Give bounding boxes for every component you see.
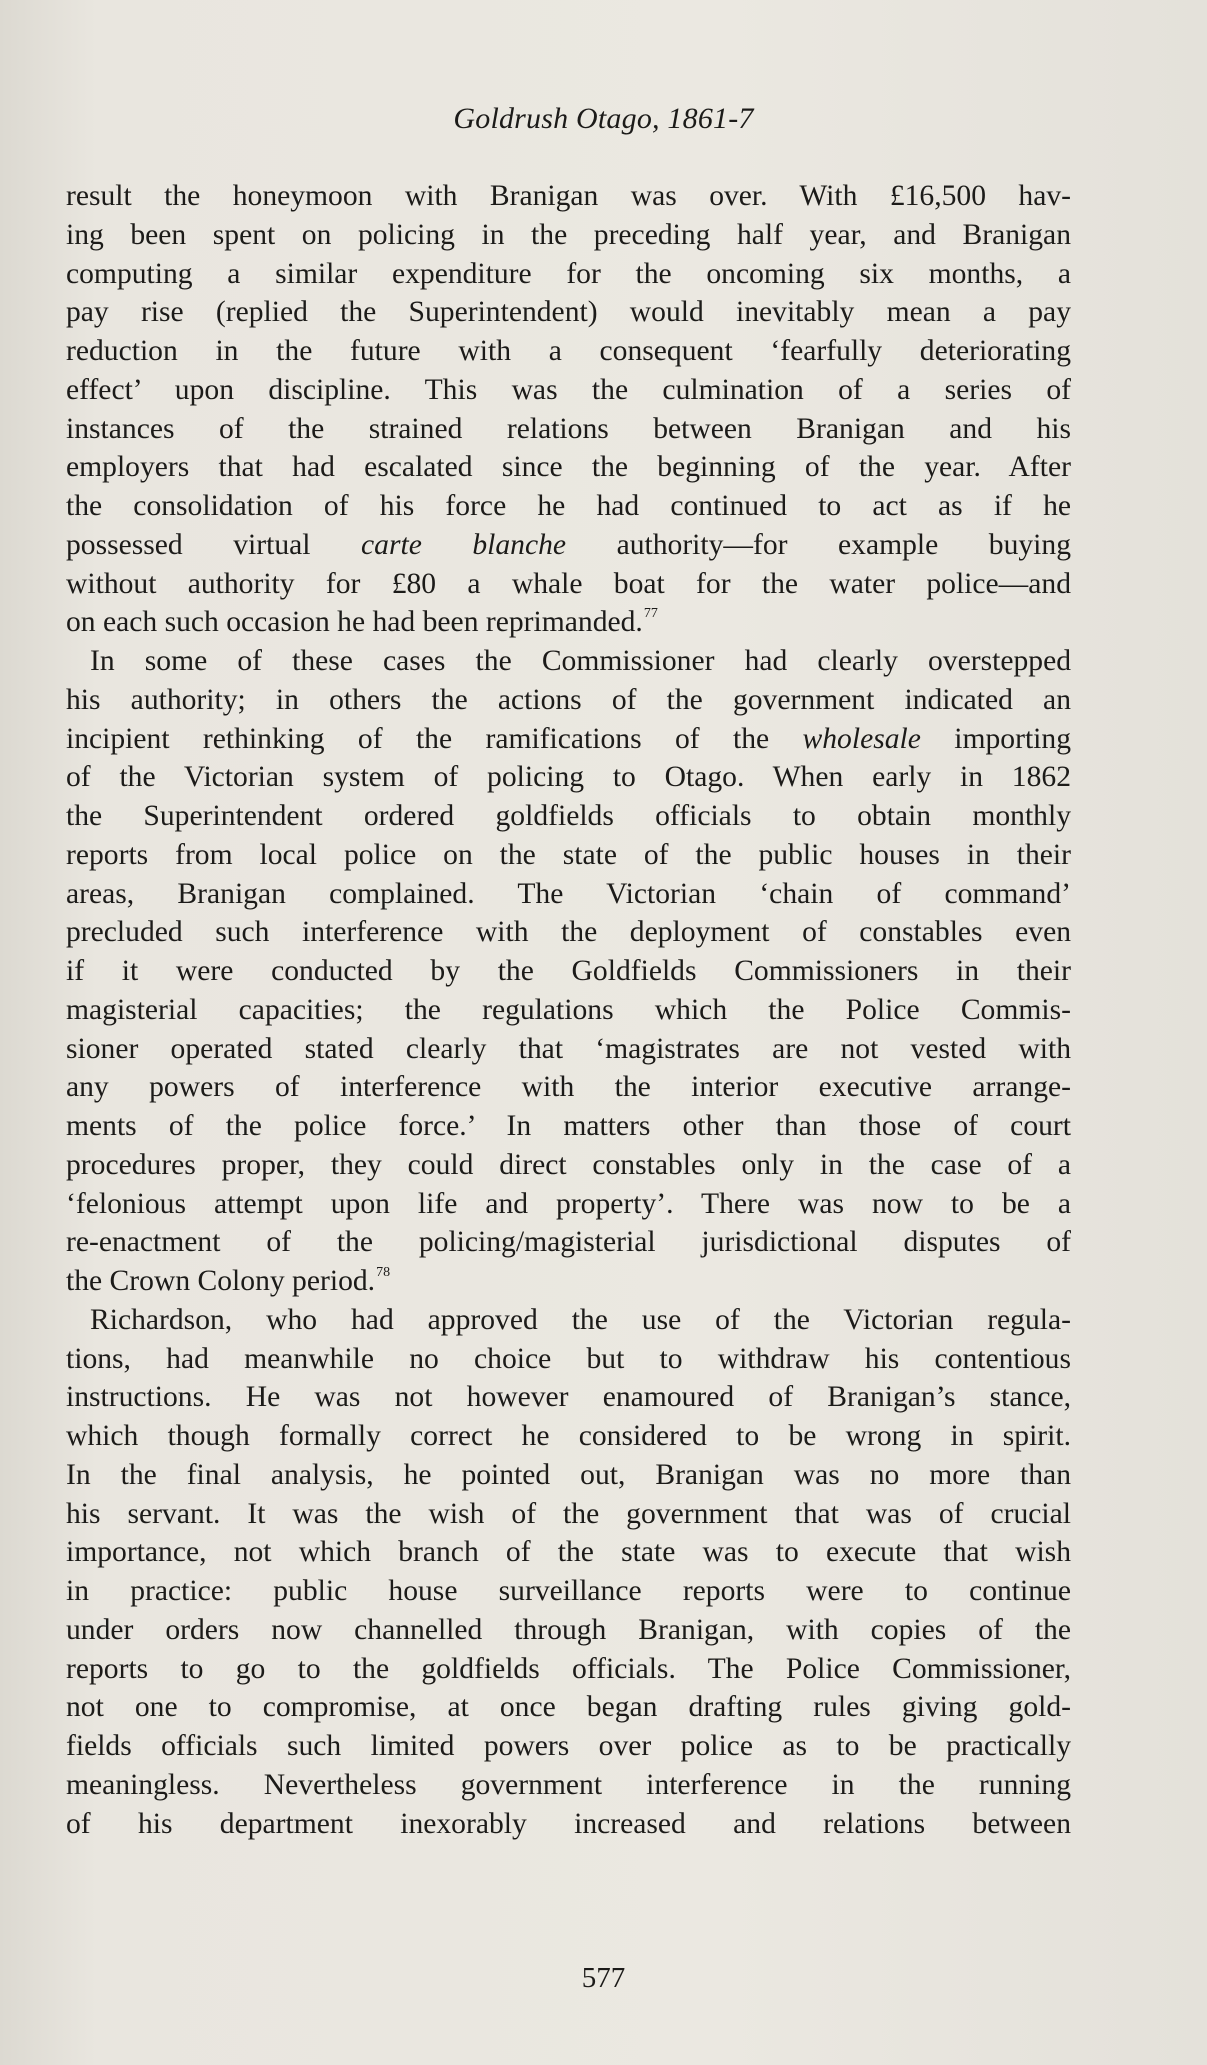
text-line — [66, 642, 1071, 681]
text-line — [66, 487, 1071, 526]
text-run: reduction in the future with a consequent ‘fearfully deteriorating — [66, 335, 1071, 367]
text-line — [66, 1378, 1071, 1417]
text-run: importing — [920, 722, 1071, 755]
page-number: 577 — [581, 1962, 626, 1994]
text-run: the Superintendent ordered goldfields officials to obtain monthly — [66, 800, 1071, 832]
text-line — [66, 332, 1071, 371]
text-run: under orders now channelled through Branigan, with copies of the — [66, 1613, 1071, 1646]
text-line — [66, 913, 1071, 952]
text-line — [66, 1185, 1071, 1224]
text-run: In the final analysis, he pointed out, Branigan was no more than — [66, 1458, 1071, 1491]
text-run: ing been spent on policing in the preceding half year, and Branigan — [66, 218, 1071, 251]
text-line — [66, 371, 1071, 410]
text-run: instructions. He was not however enamoured of Branigan’s stance, — [66, 1381, 1071, 1414]
text-run: any powers of interference with the interior executive arrange- — [66, 1071, 1071, 1104]
text-line — [66, 603, 1071, 642]
text-run: procedures proper, they could direct constables only in the case of a — [66, 1148, 1071, 1181]
text-run: not one to compromise, at once began drafting rules giving gold- — [66, 1691, 1071, 1724]
text-run: tions, had meanwhile no choice but to withdraw his contentious — [66, 1342, 1071, 1375]
text-line — [66, 1146, 1071, 1185]
text-run: authority—for example buying — [566, 528, 1072, 561]
text-line — [66, 1301, 1071, 1340]
text-line — [66, 1107, 1071, 1146]
italic-phrase: wholesale — [802, 722, 921, 755]
text-line — [66, 875, 1071, 914]
text-line — [66, 991, 1071, 1030]
text-line — [66, 255, 1071, 294]
text-run: ‘felonious attempt upon life and property’. There was now to be a — [66, 1187, 1071, 1220]
text-line — [66, 1805, 1071, 1844]
text-run: meaningless. Nevertheless government interference in the running — [66, 1768, 1071, 1801]
text-run: the consolidation of his force he had continued to act as if he — [66, 490, 1071, 522]
text-line — [66, 410, 1071, 449]
text-run: magisterial capacities; the regulations which the Police Commis- — [66, 993, 1071, 1026]
text-line — [66, 681, 1071, 720]
text-run: in practice: public house surveillance reports were to continue — [66, 1575, 1071, 1607]
text-line — [66, 1533, 1071, 1572]
text-run: re-enactment of the policing/magisterial jurisdictional disputes of — [66, 1226, 1071, 1259]
text-run: if it were conducted by the Goldfields Commissioners in their — [66, 955, 1071, 987]
text-run: sioner operated stated clearly that ‘magistrates are not vested with — [66, 1032, 1071, 1065]
text-run: without authority for £80 a whale boat for the water police—and — [66, 567, 1071, 600]
text-run: ments of the police force.’ In matters other than those of court — [66, 1110, 1071, 1142]
text-line — [66, 1495, 1071, 1534]
text-run: the Crown Colony period. — [66, 1265, 376, 1297]
text-line — [66, 1572, 1071, 1611]
running-head: Goldrush Otago, 1861-7 — [453, 102, 754, 135]
text-line — [66, 526, 1071, 565]
text-run: result the honeymoon with Branigan was over. With £16,500 hav- — [66, 180, 1071, 212]
text-line — [66, 216, 1071, 255]
text-run: his servant. It was the wish of the government that was of crucial — [66, 1497, 1071, 1530]
text-run: Richardson, who had approved the use of the Victorian regula- — [90, 1303, 1071, 1336]
text-line — [66, 565, 1071, 604]
text-run: of the Victorian system of policing to Otago. When early in 1862 — [66, 761, 1071, 794]
text-line — [66, 1223, 1071, 1262]
text-run: In some of these cases the Commissioner had clearly overstepped — [90, 645, 1071, 677]
text-run: importance, not which branch of the state was to execute that wish — [66, 1536, 1071, 1569]
text-line — [66, 177, 1071, 216]
text-line — [66, 1611, 1071, 1650]
text-run: reports to go to the goldfields officials. The Police Commissioner, — [66, 1652, 1071, 1685]
text-run: of his department inexorably increased and relations between — [66, 1807, 1071, 1840]
body-text — [66, 177, 1071, 1843]
text-run: pay rise (replied the Superintendent) would inevitably mean a pay — [66, 296, 1071, 329]
text-line — [66, 1417, 1071, 1456]
text-run: employers that had escalated since the beginning of the year. After — [66, 451, 1071, 484]
text-line — [66, 293, 1071, 332]
text-run: on each such occasion he had been reprimanded. — [66, 606, 643, 639]
text-run: precluded such interference with the deployment of constables even — [66, 916, 1071, 949]
text-run: which though formally correct he considered to be wrong in spirit. — [66, 1420, 1071, 1452]
text-run: fields officials such limited powers over police as to be practically — [66, 1730, 1071, 1762]
text-line — [66, 797, 1071, 836]
text-run: instances of the strained relations between Branigan and his — [66, 412, 1071, 445]
text-line — [66, 448, 1071, 487]
text-line — [66, 836, 1071, 875]
text-run: his authority; in others the actions of the government indicated an — [66, 683, 1071, 716]
text-line — [66, 1456, 1071, 1495]
text-run: effect’ upon discipline. This was the culmination of a series of — [66, 373, 1071, 406]
text-line — [66, 1688, 1071, 1727]
italic-phrase: carte blanche — [361, 528, 567, 561]
footnote-reference: 78 — [376, 1265, 391, 1280]
text-run: possessed virtual — [66, 528, 362, 561]
text-line — [66, 1340, 1071, 1379]
text-line — [66, 1068, 1071, 1107]
text-line — [66, 758, 1071, 797]
text-line — [66, 720, 1071, 759]
text-line — [66, 1262, 1071, 1301]
text-run: incipient rethinking of the ramifications of the — [66, 722, 803, 755]
text-line — [66, 1650, 1071, 1689]
text-line — [66, 952, 1071, 991]
text-run: reports from local police on the state of the public houses in their — [66, 838, 1071, 871]
footnote-reference: 77 — [643, 606, 658, 622]
text-run: areas, Branigan complained. The Victorian ‘chain of command’ — [66, 877, 1071, 910]
text-line — [66, 1030, 1071, 1069]
text-line — [66, 1727, 1071, 1766]
text-run: computing a similar expenditure for the oncoming six months, a — [66, 257, 1071, 290]
text-line — [66, 1766, 1071, 1805]
